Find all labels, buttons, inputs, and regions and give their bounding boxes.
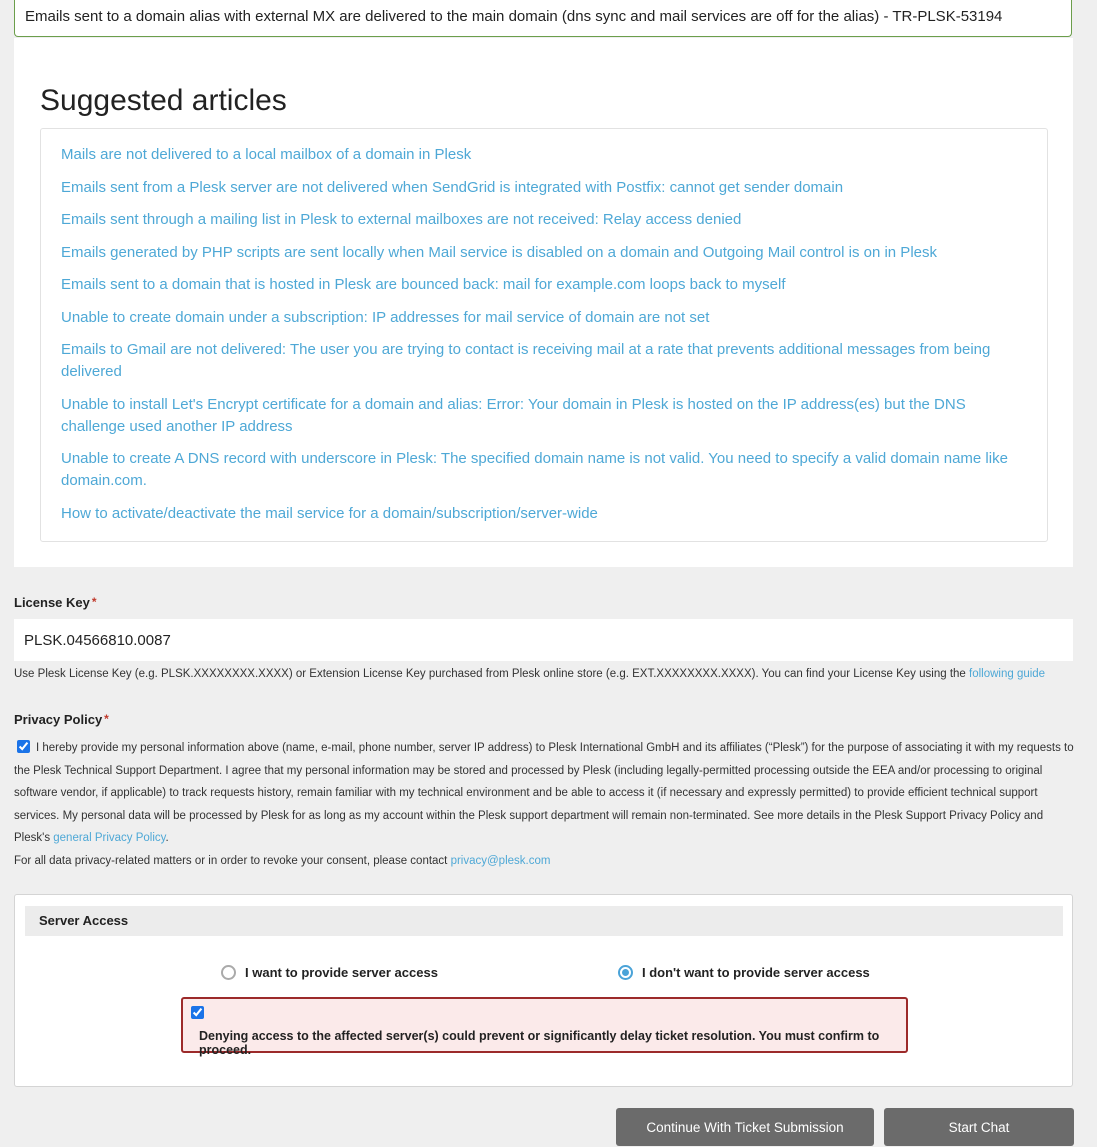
provide-access-option[interactable]: [221, 965, 438, 980]
privacy-contact-text: For all data privacy-related matters or in order to revoke your consent, please contact: [14, 854, 451, 867]
privacy-consent: [14, 737, 1074, 872]
suggested-articles-list: [40, 128, 1048, 542]
server-access-title: Server Access: [25, 906, 1063, 936]
license-key-label: [14, 595, 97, 610]
deny-access-label: I don't want to provide server access: [642, 965, 870, 980]
privacy-consent-text: I hereby provide my personal information above (name, e-mail, phone number, server IP address) to Plesk International GmbH and its affiliates (“Plesk”) for the purpose of associating it with my requests to the Plesk Technical Support Department. I agree that my personal information may be stored and processed by Plesk (including legally-permitted processing outside the EEA and/or processing to original software vendor, if applicable) to track requests history, remain familiar with my technical environment and be able to access it (if necessary and expressly permitted) to provide efficient technical support services. My personal data will be processed by Plesk for as long as my account within the Plesk support department will remain non-terminated. See more details in the Plesk Support Privacy Policy and Plesk's: [14, 742, 1074, 844]
article-link[interactable]: Unable to install Let's Encrypt certificate for a domain and alias: Error: Your domain in Plesk is hosted on the IP address(es) but the DNS challenge used another IP address: [61, 395, 966, 435]
license-help-text: Use Plesk License Key (e.g. PLSK.XXXXXXXX.XXXX) or Extension License Key purchased from Plesk online store (e.g. EXT.XXXXXXXX.XXXX). You can find your License Key using the: [14, 668, 969, 680]
deny-access-warning-text: Denying access to the affected server(s) could prevent or significantly delay ticket resolution. You must confirm to proceed.: [199, 1029, 880, 1057]
privacy-policy-suffix: .: [165, 832, 169, 844]
suggested-articles-title: Suggested articles: [40, 84, 287, 117]
privacy-consent-checkbox[interactable]: [17, 740, 30, 753]
article-link[interactable]: Emails to Gmail are not delivered: The user you are trying to contact is receiving mail at a rate that prevents additional messages from being delivered: [61, 341, 991, 380]
deny-access-option[interactable]: [618, 965, 870, 980]
article-link[interactable]: How to activate/deactivate the mail service for a domain/subscription/server-wide: [61, 504, 598, 522]
following-guide-link[interactable]: following guide: [969, 668, 1046, 680]
privacy-email-link[interactable]: privacy@plesk.com: [450, 854, 551, 867]
general-privacy-policy-link[interactable]: general Privacy Policy: [53, 832, 166, 844]
article-link[interactable]: Mails are not delivered to a local mailbox of a domain in Plesk: [61, 146, 472, 163]
license-key-label-text: License Key: [14, 595, 90, 610]
server-access-panel: [14, 894, 1073, 1087]
article-link[interactable]: Emails sent to a domain that is hosted in Plesk are bounced back: mail for example.com loops back to myself: [61, 276, 786, 293]
privacy-policy-label-text: Privacy Policy: [14, 712, 103, 727]
license-key-input[interactable]: [14, 619, 1073, 661]
license-key-help: [14, 668, 1045, 680]
deny-access-confirm-checkbox[interactable]: [191, 1006, 204, 1019]
start-chat-button[interactable]: Start Chat: [884, 1108, 1074, 1146]
continue-ticket-button[interactable]: Continue With Ticket Submission: [616, 1108, 874, 1146]
required-mark: *: [91, 595, 97, 609]
required-mark: *: [104, 712, 109, 726]
article-link[interactable]: Unable to create A DNS record with underscore in Plesk: The specified domain name is not valid. You need to specify a valid domain name like domain.com.: [61, 450, 1008, 489]
deny-access-radio[interactable]: [618, 965, 633, 980]
article-link[interactable]: Emails sent from a Plesk server are not delivered when SendGrid is integrated with Postfix: cannot get sender domain: [61, 178, 844, 196]
article-link[interactable]: Emails sent through a mailing list in Plesk to external mailboxes are not received: Relay access denied: [61, 211, 742, 228]
privacy-policy-label: [14, 712, 109, 727]
suggested-articles-card: [14, 38, 1073, 567]
provide-access-label: I want to provide server access: [245, 965, 438, 980]
ticket-subject: Emails sent to a domain alias with external MX are delivered to the main domain (dns sync and mail services are off for the alias) - TR-PLSK-53194: [14, 0, 1072, 37]
article-link[interactable]: Emails generated by PHP scripts are sent locally when Mail service is disabled on a domain and Outgoing Mail control is on in Plesk: [61, 243, 937, 261]
provide-access-radio[interactable]: [221, 965, 236, 980]
deny-access-warning: [181, 997, 908, 1057]
article-link[interactable]: Unable to create domain under a subscription: IP addresses for mail service of domain are not set: [61, 308, 710, 326]
